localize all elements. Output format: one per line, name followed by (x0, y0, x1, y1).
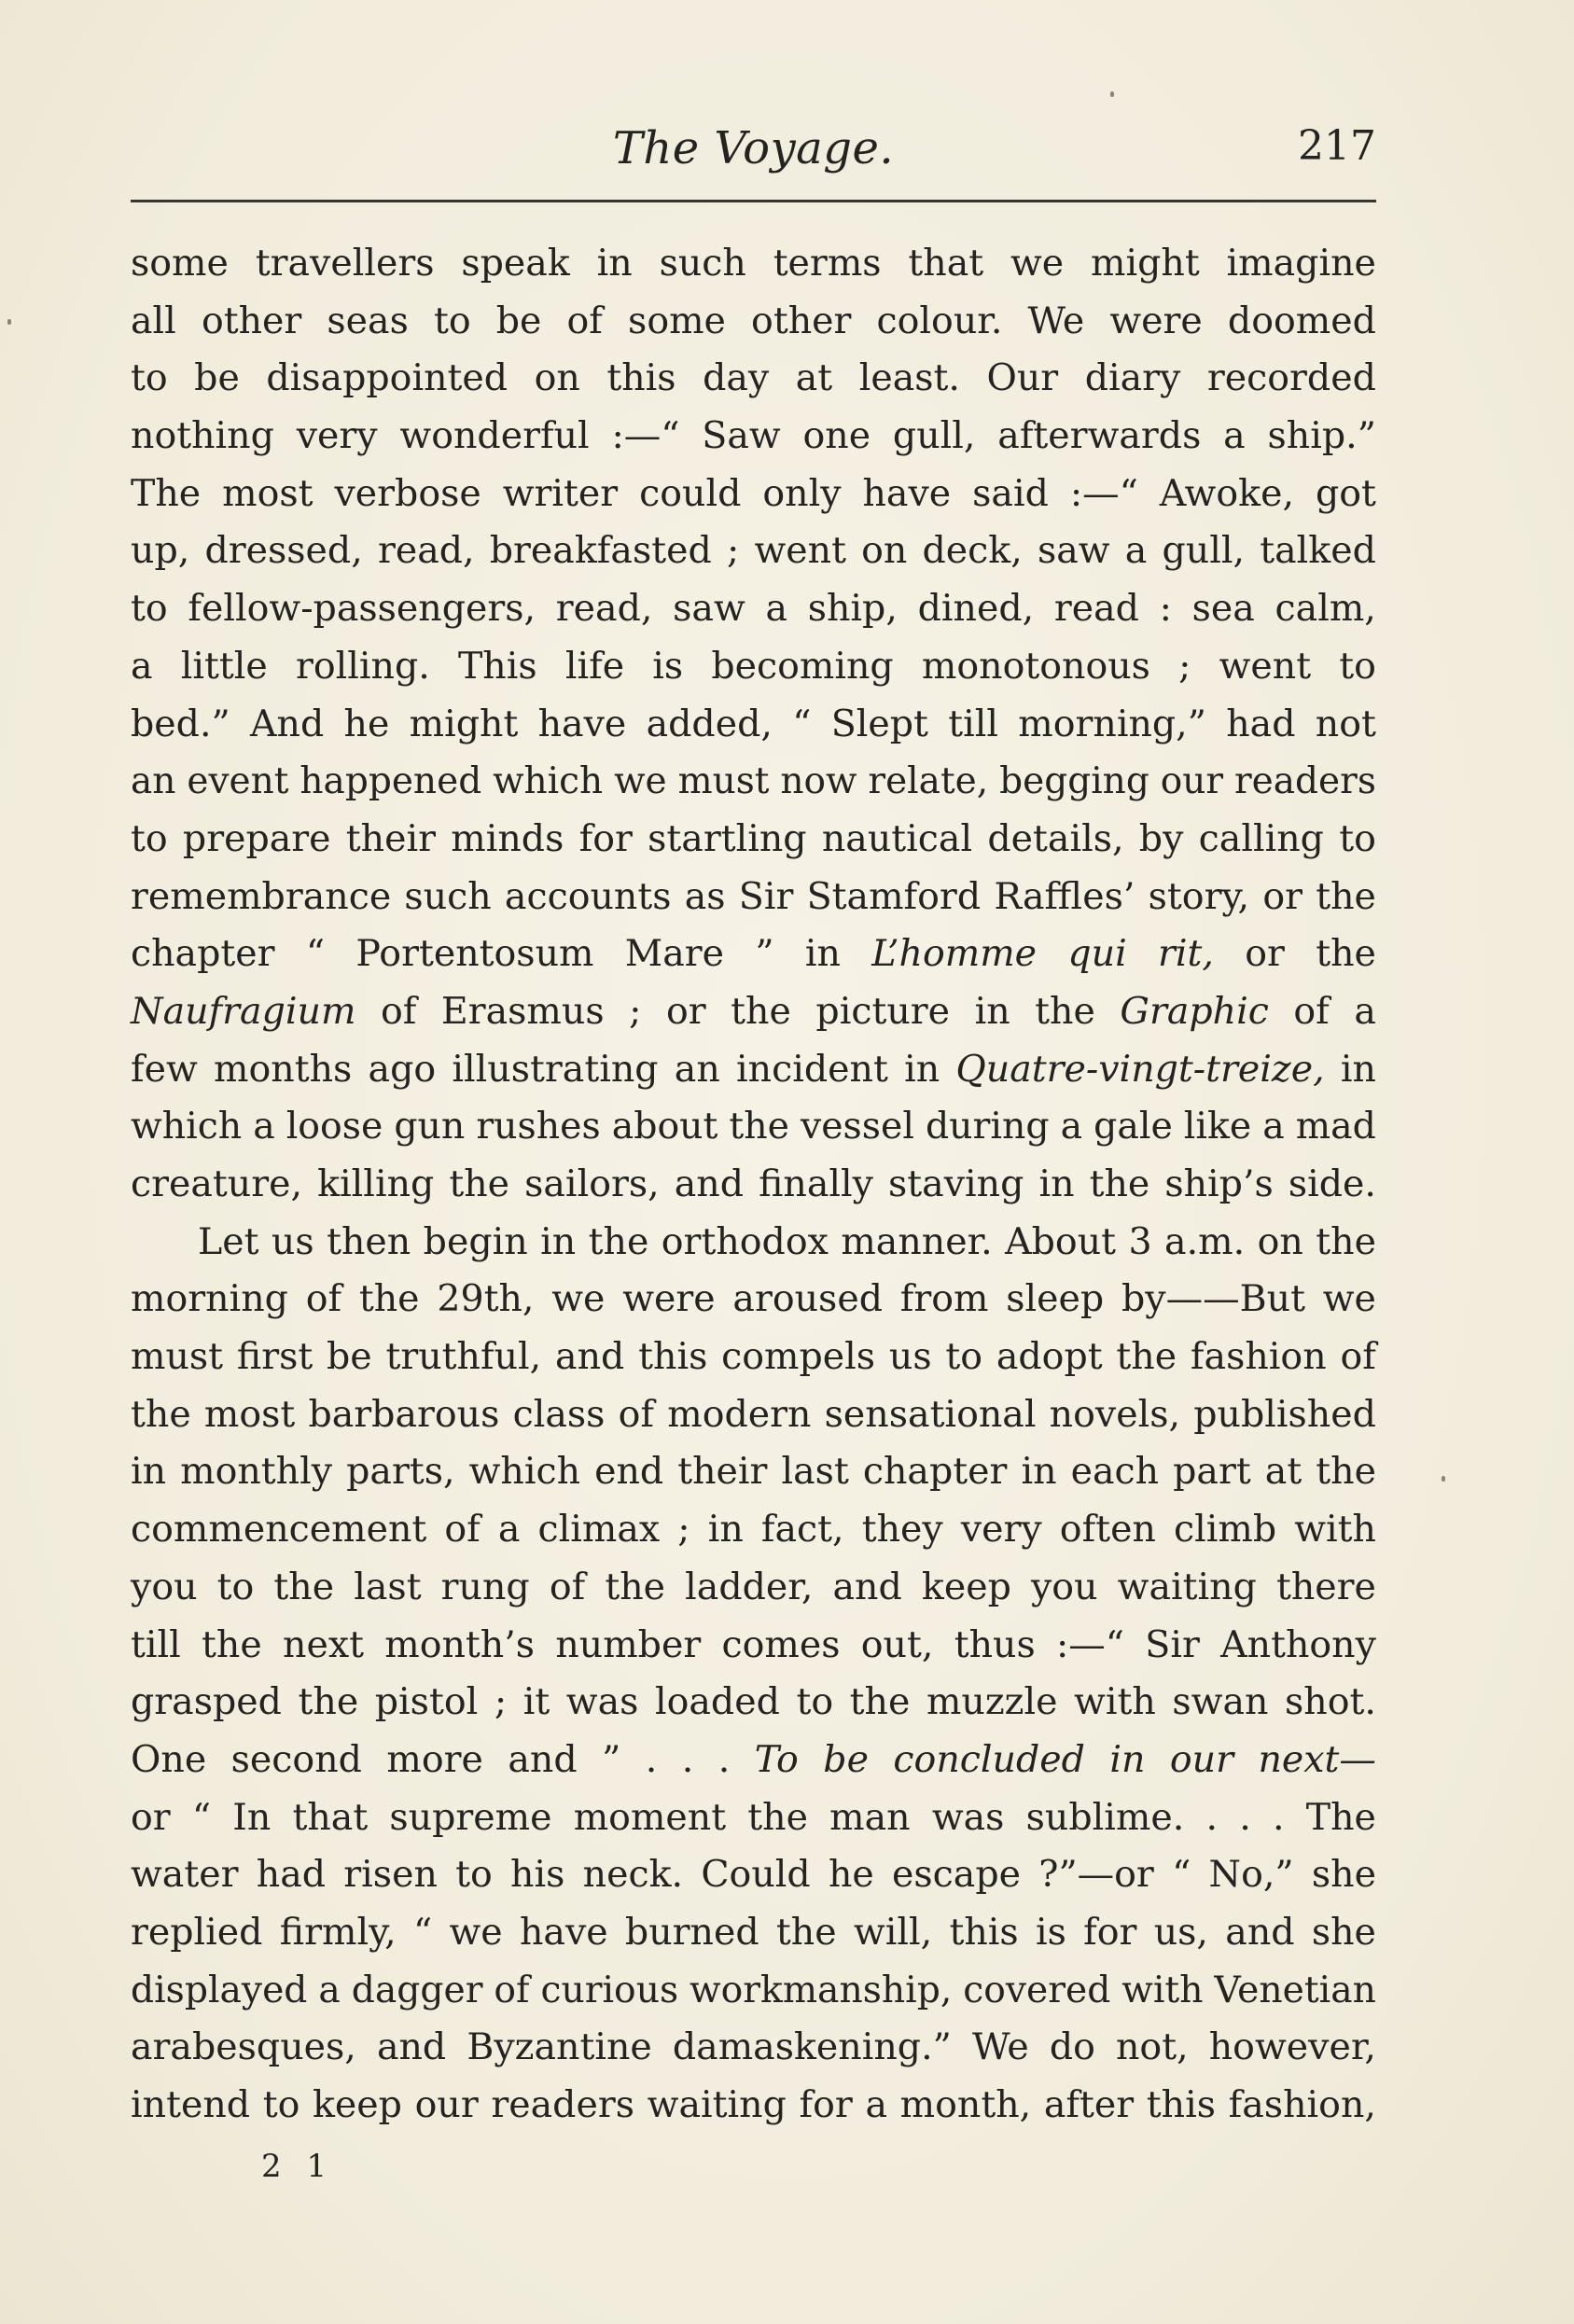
page-header (131, 117, 1376, 182)
text-line: commencement of a climax ; in fact, they very often climb with (131, 1508, 1376, 1552)
text-line: all other seas to be of some other colour. We were doomed (131, 299, 1376, 342)
text-line: chapter “ Portentosum Mare ” in L’homme qui rit, or the (131, 932, 1376, 976)
text-line: or “ In that supreme moment the man was sublime. . . . The (131, 1795, 1376, 1839)
header-rule (131, 200, 1376, 202)
text-line: to be disappointed on this day at least. Our diary recorded (131, 356, 1376, 400)
text-line: the most barbarous class of modern sensational novels, published (131, 1392, 1376, 1436)
text-line: few months ago illustrating an incident in Quatre-vingt-treize, in (131, 1047, 1376, 1091)
text-line: replied firmly, “ we have burned the will, this is for us, and she (131, 1910, 1376, 1954)
signature-mark: 2 1 (261, 2148, 335, 2185)
text-line: up, dressed, read, breakfasted ; went on deck, saw a gull, talked (131, 529, 1376, 573)
text-line: One second more and ” . . . To be concluded in our next— (131, 1737, 1376, 1781)
text-line: which a loose gun rushes about the vessel during a gale like a mad (131, 1105, 1376, 1148)
text-line: The most verbose writer could only have said :—“ Awoke, got (131, 471, 1376, 515)
page-number: 217 (1298, 122, 1376, 170)
text-line: water had risen to his neck. Could he escape ?”—or “ No,” she (131, 1853, 1376, 1897)
text-line: Naufragium of Erasmus ; or the picture in the Graphic of a (131, 989, 1376, 1033)
margin-speck (1110, 91, 1114, 97)
text-line: remembrance such accounts as Sir Stamford Raffles’ story, or the (131, 874, 1376, 918)
text-line: nothing very wonderful :—“ Saw one gull, afterwards a ship.” (131, 414, 1376, 458)
text-line: intend to keep our readers waiting for a month, after this fashion, (131, 2083, 1376, 2126)
text-line: arabesques, and Byzantine damaskening.” We do not, however, (131, 2025, 1376, 2069)
running-title: The Voyage. (612, 122, 895, 174)
text-line: creature, killing the sailors, and finally staving in the ship’s side. (131, 1162, 1376, 1205)
text-line: displayed a dagger of curious workmanship, covered with Venetian (131, 1969, 1376, 2011)
text-line: a little rolling. This life is becoming monotonous ; went to (131, 644, 1376, 688)
text-line: morning of the 29th, we were aroused from sleep by——But we (131, 1277, 1376, 1321)
text-line: an event happened which we must now relate, begging our readers (131, 760, 1376, 803)
text-line: bed.” And he might have added, “ Slept till morning,” had not (131, 702, 1376, 745)
text-line: to prepare their minds for startling nautical details, by calling to (131, 816, 1376, 860)
text-line: some travellers speak in such terms that we might imagine (131, 242, 1376, 285)
body-text (131, 235, 1376, 2135)
text-line: in monthly parts, which end their last chapter in each part at the (131, 1450, 1376, 1494)
margin-speck (7, 319, 11, 325)
text-line: to fellow-passengers, read, saw a ship, dined, read : sea calm, (131, 587, 1376, 631)
margin-speck (1442, 1476, 1445, 1482)
text-line: Let us then begin in the orthodox manner. About 3 a.m. on the (198, 1219, 1376, 1263)
text-line: you to the last rung of the ladder, and keep you waiting there (131, 1565, 1376, 1608)
text-line: must first be truthful, and this compels us to adopt the fashion of (131, 1335, 1376, 1379)
text-line: grasped the pistol ; it was loaded to the muzzle with swan shot. (131, 1680, 1376, 1724)
text-line: till the next month’s number comes out, thus :—“ Sir Anthony (131, 1622, 1376, 1666)
